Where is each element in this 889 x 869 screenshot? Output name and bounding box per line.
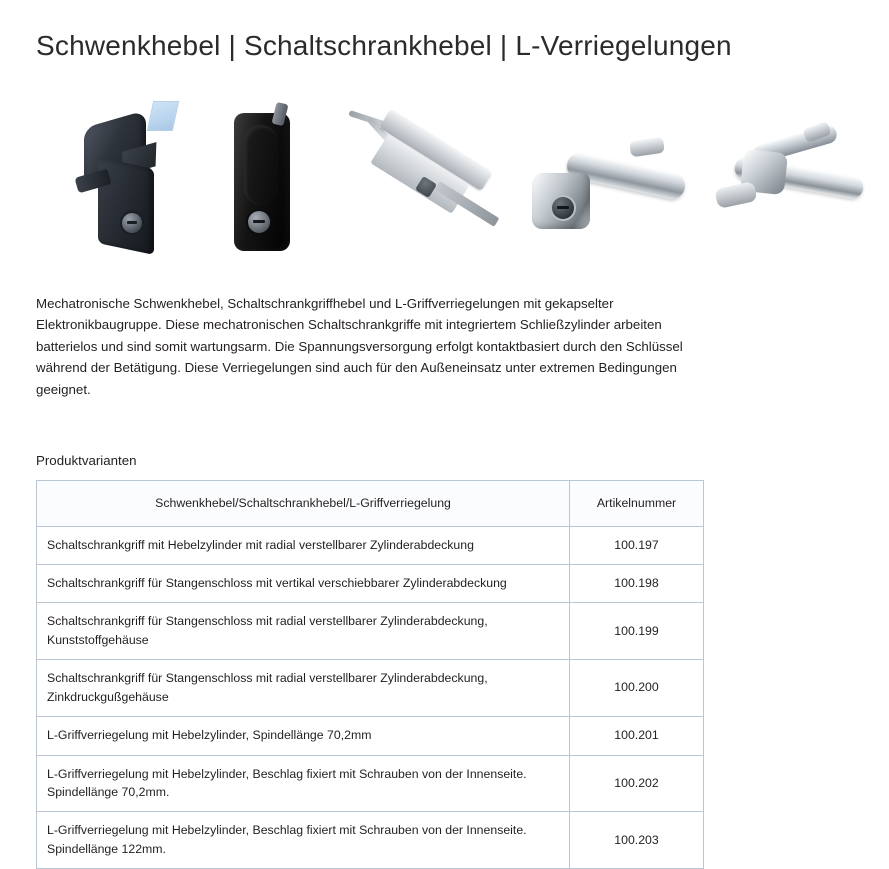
lock-cylinder-icon: [122, 213, 142, 233]
cell-description: L-Griffverriegelung mit Hebelzylinder, Beschlag fixiert mit Schrauben von der Innenseite. Spindellänge 122mm.: [37, 812, 570, 869]
cell-article-number: 100.198: [570, 564, 704, 602]
cell-description: Schaltschrankgriff mit Hebelzylinder mit radial verstellbarer Zylinderabdeckung: [37, 526, 570, 564]
cell-description: Schaltschrankgriff für Stangenschloss mit radial verstellbarer Zylinderabdeckung, Zinkdruckgußgehäuse: [37, 660, 570, 717]
table-row[interactable]: [37, 755, 704, 812]
handle-recess-shape: [244, 125, 278, 205]
cell-article-number: 100.201: [570, 717, 704, 755]
cell-description: L-Griffverriegelung mit Hebelzylinder, Spindellänge 70,2mm: [37, 717, 570, 755]
cell-description: Schaltschrankgriff für Stangenschloss mit vertikal verschiebbarer Zylinderabdeckung: [37, 564, 570, 602]
table-row[interactable]: [37, 660, 704, 717]
lock-cylinder-icon: [248, 211, 270, 233]
cell-article-number: 100.197: [570, 526, 704, 564]
cell-article-number: 100.200: [570, 660, 704, 717]
column-header-article-number: Artikelnummer: [570, 480, 704, 526]
table-header-row: [37, 480, 704, 526]
page-title: Schwenkhebel | Schaltschrankhebel | L-Verriegelungen: [36, 29, 732, 61]
table-row[interactable]: [37, 526, 704, 564]
table-row[interactable]: [37, 564, 704, 602]
section-label-produktvarianten: Produktvarianten: [36, 452, 137, 468]
product-variants-table: [36, 480, 704, 869]
cell-description: Schaltschrankgriff für Stangenschloss mit radial verstellbarer Zylinderabdeckung, Kunststoffgehäuse: [37, 603, 570, 660]
product-page: [0, 19, 889, 869]
product-image-stangenschloss-metallgestaenge: [336, 113, 536, 263]
cell-article-number: 100.203: [570, 812, 704, 869]
table-row[interactable]: [37, 603, 704, 660]
table-row[interactable]: [37, 717, 704, 755]
table-row[interactable]: [37, 812, 704, 869]
cell-article-number: 100.199: [570, 603, 704, 660]
lock-cylinder-icon: [552, 197, 574, 219]
cross-spindle-shape: [714, 181, 757, 209]
tag-shape: [147, 101, 179, 131]
product-description: Mechatronische Schwenkhebel, Schaltschrankgriffhebel und L-Griffverriegelungen mit gekapselter Elektronikbaugruppe. Diese mechatronischen Schaltschrankgriffe mit integriertem Schließzylinder arbeiten batterielos und sind somit wartungsarm. Die Spannungsversorgung erfolgt kontaktbasiert durch den Schlüssel während der Betätigung. Diese Verriegelungen sind auch für den Außeneinsatz unter extremen Bedingungen geeignet.: [36, 295, 683, 397]
lever-knob-shape: [629, 137, 665, 158]
product-image-strip: [36, 87, 853, 277]
cell-article-number: 100.202: [570, 755, 704, 812]
product-image-l-griffverriegelung-chrom-kreuzgriff: [708, 125, 889, 255]
product-image-schwenkhebel-dunkel-mit-blauem-anhaenger: [76, 101, 196, 261]
product-image-l-griffverriegelung-chrom-hebel: [526, 135, 696, 255]
column-header-description: Schwenkhebel/Schaltschrankhebel/L-Griffverriegelung: [37, 480, 570, 526]
cell-description: L-Griffverriegelung mit Hebelzylinder, Beschlag fixiert mit Schrauben von der Innenseite. Spindellänge 70,2mm.: [37, 755, 570, 812]
product-image-schaltschrankgriff-schwarz-rechteckig: [226, 99, 304, 259]
